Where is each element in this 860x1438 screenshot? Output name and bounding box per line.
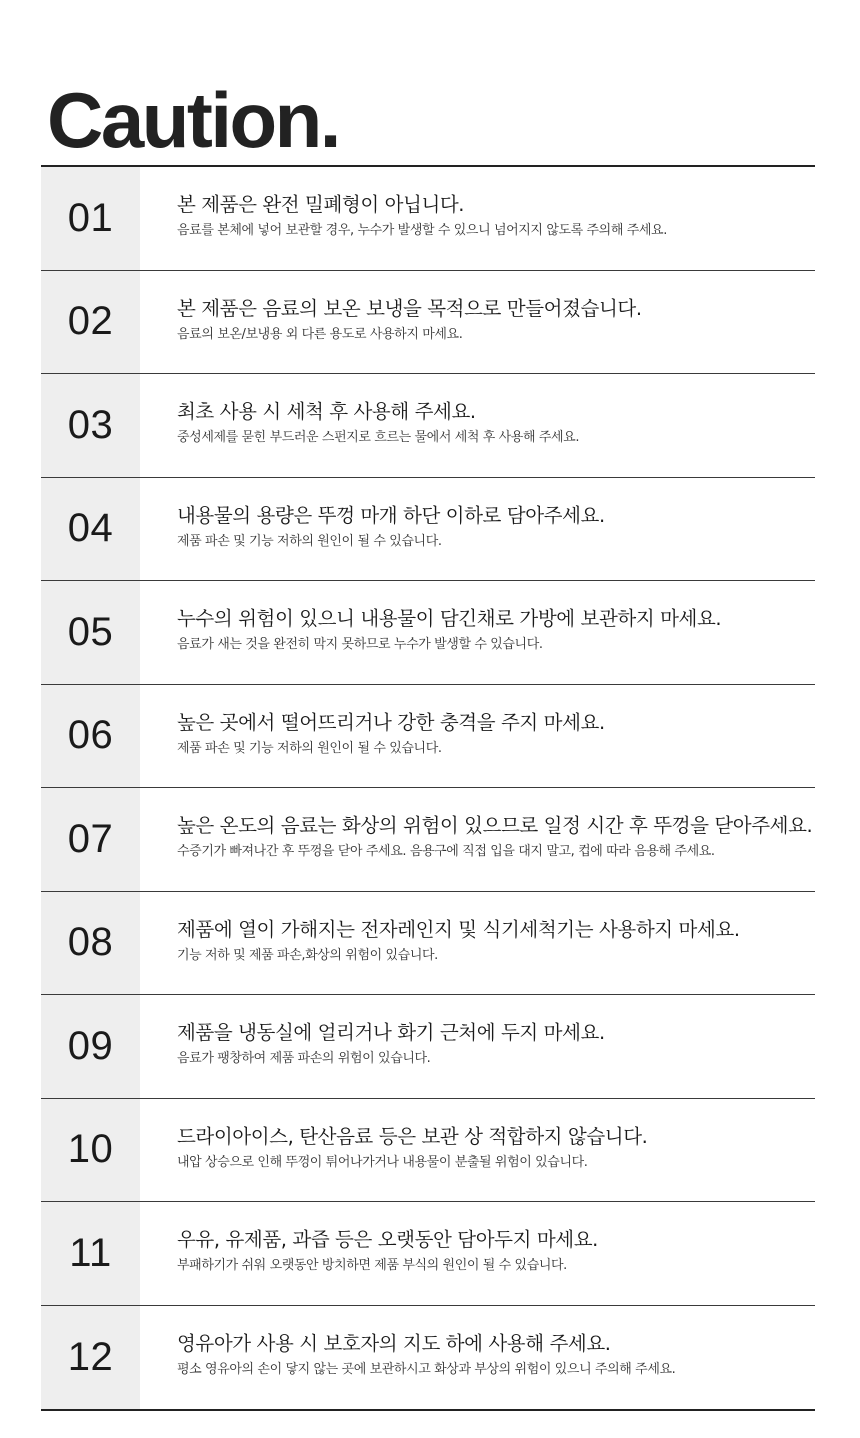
caution-row bbox=[41, 374, 815, 478]
caution-number: 04 bbox=[41, 478, 140, 581]
caution-row bbox=[41, 271, 815, 375]
caution-number: 09 bbox=[41, 995, 140, 1098]
caution-heading: 제품에 열이 가해지는 전자레인지 및 식기세척기는 사용하지 마세요. bbox=[177, 917, 740, 941]
caution-number: 10 bbox=[41, 1099, 140, 1202]
caution-description: 평소 영유아의 손이 닿지 않는 곳에 보관하시고 화상과 부상의 위험이 있으니 주의해 주세요. bbox=[177, 1362, 676, 1378]
caution-heading: 내용물의 용량은 뚜껑 마개 하단 이하로 담아주세요. bbox=[177, 503, 605, 527]
caution-number: 03 bbox=[41, 374, 140, 477]
caution-description: 음료의 보온/보냉용 외 다른 용도로 사용하지 마세요. bbox=[177, 326, 463, 342]
caution-description: 제품 파손 및 기능 저하의 원인이 될 수 있습니다. bbox=[177, 740, 442, 756]
caution-heading: 제품을 냉동실에 얼리거나 화기 근처에 두지 마세요. bbox=[177, 1021, 605, 1045]
caution-text bbox=[140, 374, 815, 477]
caution-description: 중성세제를 묻힌 부드러운 스펀지로 흐르는 물에서 세척 후 사용해 주세요. bbox=[177, 430, 580, 446]
caution-text bbox=[140, 1099, 815, 1202]
caution-text bbox=[140, 685, 815, 788]
caution-row bbox=[41, 685, 815, 789]
caution-heading: 최초 사용 시 세척 후 사용해 주세요. bbox=[177, 400, 476, 424]
caution-text bbox=[140, 788, 815, 891]
caution-text bbox=[140, 995, 815, 1098]
caution-row bbox=[41, 1099, 815, 1203]
caution-description: 음료가 팽창하여 제품 파손의 위험이 있습니다. bbox=[177, 1051, 431, 1067]
caution-row bbox=[41, 1202, 815, 1306]
caution-row bbox=[41, 478, 815, 582]
caution-number: 05 bbox=[41, 581, 140, 684]
caution-heading: 높은 온도의 음료는 화상의 위험이 있으므로 일정 시간 후 뚜껑을 닫아주세요. bbox=[177, 814, 813, 838]
caution-row bbox=[41, 995, 815, 1099]
caution-text bbox=[140, 478, 815, 581]
caution-description: 수증기가 빠져나간 후 뚜껑을 닫아 주세요. 음용구에 직접 입을 대지 말고, 컵에 따라 음용해 주세요. bbox=[177, 844, 715, 860]
caution-row bbox=[41, 1306, 815, 1410]
caution-description: 부패하기가 쉬워 오랫동안 방치하면 제품 부식의 원인이 될 수 있습니다. bbox=[177, 1258, 567, 1274]
caution-number: 08 bbox=[41, 892, 140, 995]
caution-text bbox=[140, 1202, 815, 1305]
caution-heading: 본 제품은 완전 밀폐형이 아닙니다. bbox=[177, 193, 465, 217]
caution-number: 11 bbox=[41, 1202, 140, 1305]
caution-heading: 본 제품은 음료의 보온 보냉을 목적으로 만들어졌습니다. bbox=[177, 296, 642, 320]
caution-text bbox=[140, 271, 815, 374]
caution-row bbox=[41, 167, 815, 271]
caution-description: 음료를 본체에 넣어 보관할 경우, 누수가 발생할 수 있으니 넘어지지 않도록 주의해 주세요. bbox=[177, 223, 667, 239]
page-title: Caution. bbox=[47, 76, 339, 164]
caution-row bbox=[41, 788, 815, 892]
caution-number: 07 bbox=[41, 788, 140, 891]
caution-text bbox=[140, 1306, 815, 1410]
caution-description: 내압 상승으로 인해 뚜껑이 튀어나가거나 내용물이 분출될 위험이 있습니다. bbox=[177, 1154, 588, 1170]
caution-row bbox=[41, 581, 815, 685]
caution-number: 06 bbox=[41, 685, 140, 788]
caution-number: 12 bbox=[41, 1306, 140, 1410]
caution-heading: 영유아가 사용 시 보호자의 지도 하에 사용해 주세요. bbox=[177, 1332, 611, 1356]
caution-row bbox=[41, 892, 815, 996]
caution-table bbox=[41, 165, 815, 1411]
caution-number: 01 bbox=[41, 167, 140, 270]
caution-heading: 드라이아이스, 탄산음료 등은 보관 상 적합하지 않습니다. bbox=[177, 1124, 648, 1148]
caution-text bbox=[140, 167, 815, 270]
caution-heading: 우유, 유제품, 과즙 등은 오랫동안 담아두지 마세요. bbox=[177, 1228, 598, 1252]
caution-description: 기능 저하 및 제품 파손,화상의 위험이 있습니다. bbox=[177, 947, 438, 963]
caution-description: 음료가 새는 것을 완전히 막지 못하므로 누수가 발생할 수 있습니다. bbox=[177, 637, 543, 653]
caution-description: 제품 파손 및 기능 저하의 원인이 될 수 있습니다. bbox=[177, 533, 442, 549]
caution-heading: 누수의 위험이 있으니 내용물이 담긴채로 가방에 보관하지 마세요. bbox=[177, 607, 722, 631]
caution-text bbox=[140, 892, 815, 995]
caution-heading: 높은 곳에서 떨어뜨리거나 강한 충격을 주지 마세요. bbox=[177, 710, 605, 734]
caution-number: 02 bbox=[41, 271, 140, 374]
caution-text bbox=[140, 581, 815, 684]
